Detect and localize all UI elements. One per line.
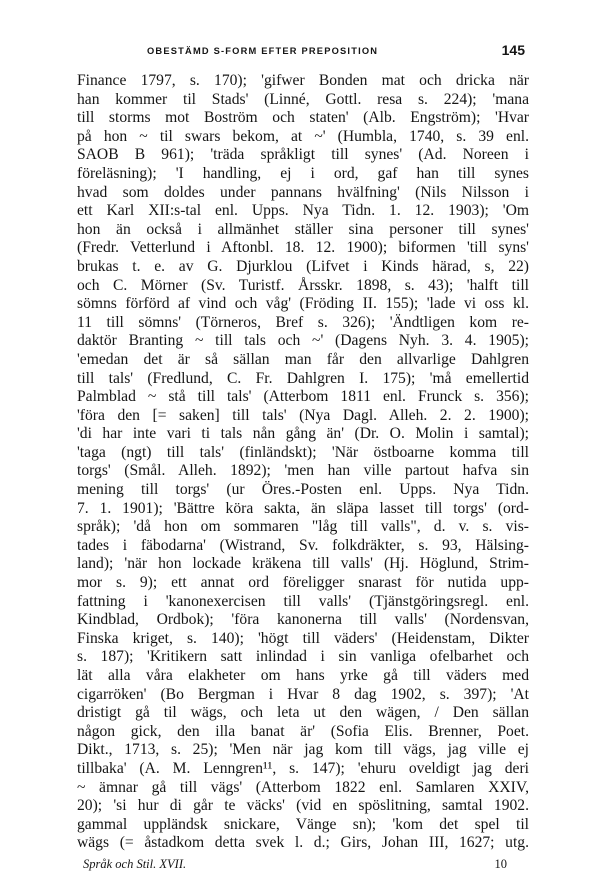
sheet-number: 10 xyxy=(494,856,507,871)
text-line: Finska kriget, s. 140); 'högt till väders' (Heidenstam, Dikter xyxy=(77,629,529,647)
running-head xyxy=(77,40,529,64)
text-line: någon gick, den illa banat är' (Sofia Elis. Brenner, Poet. xyxy=(77,722,529,740)
text-line: Finance 1797, s. 170); 'gifwer Bonden mat och dricka när xyxy=(77,72,529,89)
text-line: Palmblad ~ stå till tals' (Atterbom 1811 enl. Frunck s. 356); xyxy=(77,388,529,406)
text-line: s. 187); 'Kritikern satt inlindad i sin vanliga ofelbarhet och xyxy=(77,648,529,666)
text-line: cigarröken' (Bo Bergman i Hvar 8 dag 1902, s. 397); 'At xyxy=(77,685,529,703)
text-line: på hon ~ til swars bekom, at ~' (Humbla, 1740, s. 39 enl. xyxy=(77,127,529,145)
text-line: till tals' (Fredlund, C. Fr. Dahlgren I. 175); 'må emellertid xyxy=(77,369,529,387)
text-line: daktör Branting ~ till tals och ~' (Dagens Nyh. 3. 4. 1905); xyxy=(77,332,529,350)
text-line: hon än också i allmänhet ställer sina personer till synes' xyxy=(77,220,529,238)
running-title: OBESTÄMD S-FORM EFTER PREPOSITION xyxy=(147,46,379,56)
text-line: och C. Mörner (Sv. Turistf. Årsskr. 1898, s. 43); 'halft till xyxy=(77,276,529,294)
text-line: han kommer til Stads' (Linné, Gottl. resa s. 224); 'mana xyxy=(77,90,529,108)
text-line: SAOB B 961); 'träda språkligt till synes' (Ad. Noreen i xyxy=(77,146,529,164)
text-line: ~ ämnar gå till vägs' (Atterbom 1822 enl. Samlaren XXIV, xyxy=(77,778,529,796)
text-line: brukas t. e. av G. Djurklou (Lifvet i Kinds härad, s, 22) xyxy=(77,257,529,275)
page-number: 145 xyxy=(501,42,525,58)
text-line: språk); 'då hon om sommaren "låg till valls", d. v. s. vis- xyxy=(77,518,529,536)
text-line: tades i fäbodarna' (Wistrand, Sv. folkdräkter, s. 93, Hälsing- xyxy=(77,536,529,554)
signature-mark: Språk och Stil. XVII. xyxy=(83,856,187,871)
text-line: 'emedan det är så sällan man får den allvarlige Dahlgren xyxy=(77,350,529,368)
text-line: fattning i 'kanonexercisen till valls' (Tjänstgöringsregl. enl. xyxy=(77,592,529,610)
text-line: wägs (= åstadkom detta svek l. d.; Girs, Johan III, 1627; utg. xyxy=(77,834,529,852)
page-footer xyxy=(77,855,529,875)
text-line: tillbaka' (A. M. Lenngren¹¹, s. 147); 'ehuru oveldigt jag deri xyxy=(77,759,529,777)
text-line: mor s. 9); ett annat ord föreliggеr snarast för nutida upp- xyxy=(77,574,529,592)
text-line: torgs' (Smål. Alleh. 1892); 'men han ville partout hafva sin xyxy=(77,462,529,480)
text-line: land); 'när hon lockade kräkena till valls' (Hj. Höglund, Strim- xyxy=(77,555,529,573)
text-line: 'taga (ngt) till tals' (finländskt); 'När östboarne komma till xyxy=(77,443,529,461)
book-page xyxy=(77,40,529,875)
text-line: (Fredr. Vetterlund i Aftonbl. 18. 12. 1900); biformen 'till syns' xyxy=(77,239,529,257)
text-line: 'di har inte vari ti tals nån gång än' (Dr. O. Molin i samtal); xyxy=(77,425,529,443)
text-line: gammal uppländsk snickare, Vänge sn); 'kom det spel til xyxy=(77,815,529,833)
text-line: 11 till sömns' (Törneros, Bref s. 326); 'Ändtligen kom re- xyxy=(77,313,529,331)
body-text xyxy=(77,72,529,853)
text-line: Dikt., 1713, s. 25); 'Men när jag kom till vägs, jag ville ej xyxy=(77,741,529,759)
text-line: hvad som doldes under pannans hvälfning' (Nils Nilsson i xyxy=(77,183,529,201)
text-line: 20); 'si hur di går te väcks' (vid en spöslitning, samtal 1902. xyxy=(77,797,529,815)
text-line: lät alla våra elakheter om hans yrke gå till väders med xyxy=(77,667,529,684)
text-line: 'föra den [= saken] till tals' (Nya Dagl. Alleh. 2. 2. 1900); xyxy=(77,406,529,424)
text-line: mening till torgs' (ur Öres.-Posten enl. Upps. Nya Tidn. xyxy=(77,481,529,499)
text-line: dristigt gå til wägs, och leta ut den wägen, / Den sällan xyxy=(77,704,529,722)
text-line: till storms mot Boström och staten' (Alb. Engström); 'Hvar xyxy=(77,109,529,127)
text-line: sömns förförd af vind och våg' (Fröding II. 155); 'lade vi oss kl. xyxy=(77,295,529,313)
text-line: 7. 1. 1901); 'Bättre köra sakta, än släpa lasset till torgs' (ord- xyxy=(77,499,529,517)
text-line: Kindblad, Ordbok); 'föra kanonerna till valls' (Nordensvan, xyxy=(77,611,529,629)
text-line: föreläsning); 'I handling, ej i ord, gaf han till synes xyxy=(77,164,529,182)
text-line: ett Karl XII:s-tal enl. Upps. Nya Tidn. 1. 12. 1903); 'Om xyxy=(77,202,529,220)
